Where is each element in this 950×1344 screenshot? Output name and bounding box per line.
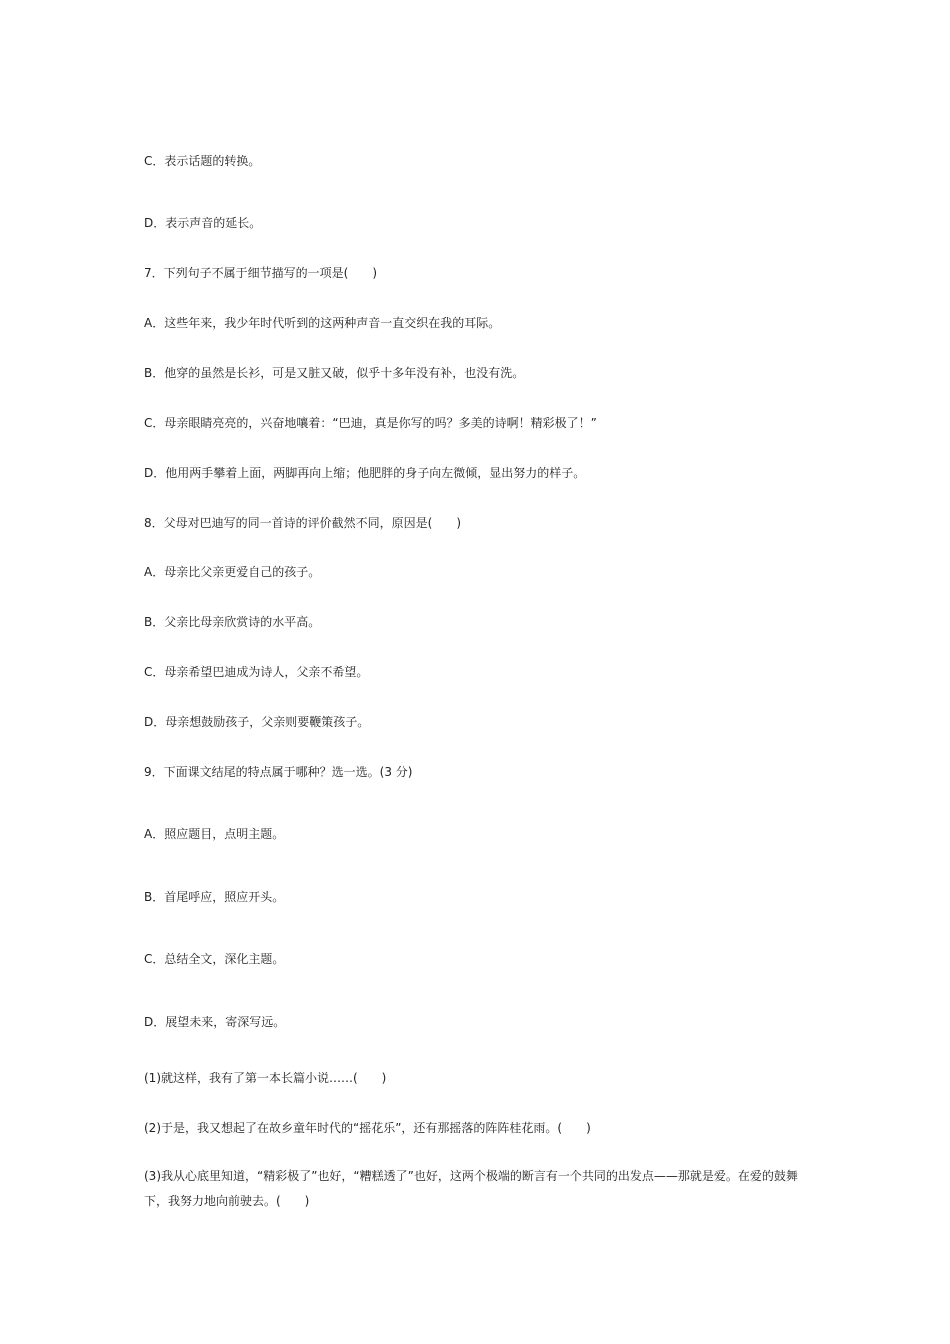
sub-item-2: (2)于是，我又想起了在故乡童年时代的“摇花乐”，还有那摇落的阵阵桂花雨。( ) bbox=[144, 1121, 591, 1135]
option-7prev-d: D．表示声音的延长。 bbox=[144, 216, 262, 230]
option-9-a: A．照应题目，点明主题。 bbox=[144, 827, 285, 841]
option-8-b: B．父亲比母亲欣赏诗的水平高。 bbox=[144, 615, 321, 629]
option-7-c: C．母亲眼睛亮亮的，兴奋地嚷着：“巴迪，真是你写的吗？多美的诗啊！精彩极了！” bbox=[144, 416, 597, 430]
question-7: 7．下列句子不属于细节描写的一项是( ) bbox=[144, 266, 377, 280]
option-9-b: B．首尾呼应，照应开头。 bbox=[144, 890, 285, 904]
option-7-a: A．这些年来，我少年时代听到的这两种声音一直交织在我的耳际。 bbox=[144, 316, 501, 330]
sub-item-1: (1)就这样，我有了第一本长篇小说……( ) bbox=[144, 1071, 387, 1085]
question-8: 8．父母对巴迪写的同一首诗的评价截然不同，原因是( ) bbox=[144, 516, 462, 530]
option-8-d: D．母亲想鼓励孩子，父亲则要鞭策孩子。 bbox=[144, 715, 370, 729]
sub-item-3: (3)我从心底里知道，“精彩极了”也好，“糟糕透了”也好，这两个极端的断言有一个共同的出发点——那就是爱。在爱的鼓舞下，我努力地向前驶去。( ) bbox=[144, 1169, 798, 1208]
option-9-c: C．总结全文，深化主题。 bbox=[144, 952, 285, 966]
option-7-b: B．他穿的虽然是长衫，可是又脏又破，似乎十多年没有补，也没有洗。 bbox=[144, 366, 525, 380]
question-9: 9．下面课文结尾的特点属于哪种？选一选。(3 分) bbox=[144, 765, 413, 779]
option-8-c: C．母亲希望巴迪成为诗人，父亲不希望。 bbox=[144, 665, 369, 679]
option-7prev-c: C．表示话题的转换。 bbox=[144, 154, 261, 168]
option-8-a: A．母亲比父亲更爱自己的孩子。 bbox=[144, 565, 321, 579]
option-7-d: D．他用两手攀着上面，两脚再向上缩；他肥胖的身子向左微倾，显出努力的样子。 bbox=[144, 466, 586, 480]
option-9-d: D．展望未来，寄深写远。 bbox=[144, 1015, 286, 1029]
